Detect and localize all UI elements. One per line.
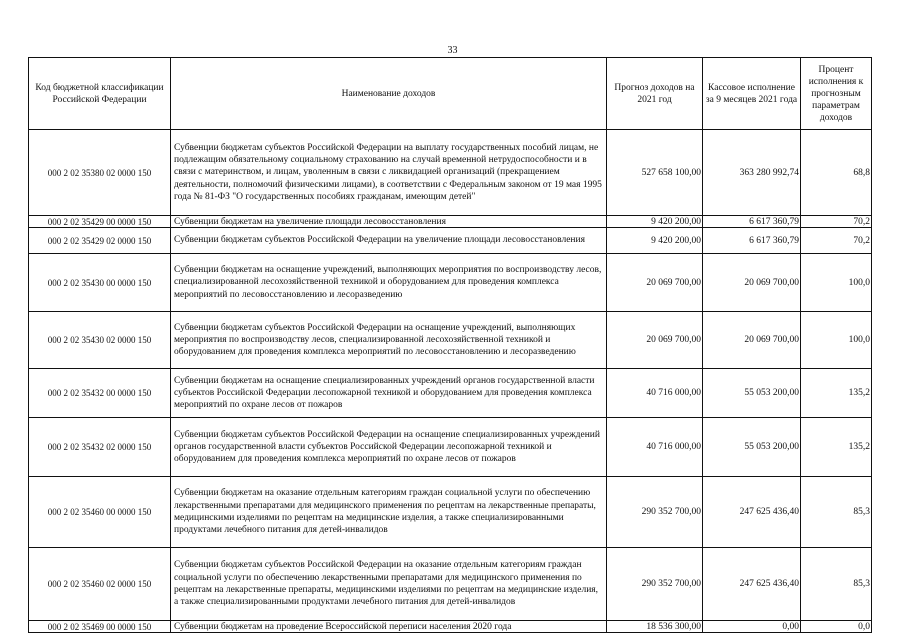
row-code: 000 2 02 35460 00 0000 150: [29, 477, 171, 548]
table-header-row: [29, 58, 872, 130]
row-code: 000 2 02 35429 02 0000 150: [29, 228, 171, 254]
table-row: [29, 369, 872, 418]
row-percent: 70,2: [801, 216, 872, 228]
row-code: 000 2 02 35432 02 0000 150: [29, 418, 171, 477]
table-row: [29, 548, 872, 621]
row-cash: 247 625 436,40: [703, 477, 801, 548]
row-code: 000 2 02 35469 00 0000 150: [29, 621, 171, 633]
table-row: [29, 312, 872, 369]
row-forecast: 290 352 700,00: [607, 477, 703, 548]
row-forecast: 527 658 100,00: [607, 130, 703, 216]
row-percent: 100,0: [801, 312, 872, 369]
row-percent: 68,8: [801, 130, 872, 216]
row-percent: 85,3: [801, 548, 872, 621]
row-name: Субвенции бюджетам на оснащение специализированных учреждений органов государственной власти субъектов Российской Федерации лесопожарной техникой и оборудованием для проведения комплекса мероприятий по охране лесов от пожаров: [171, 369, 607, 418]
row-name: Субвенции бюджетам субъектов Российской Федерации на оказание отдельным категориям граждан социальной услуги по обеспечению лекарственными препаратами для медицинского применения по рецептам на лекарственные препараты, медицинскими изделиями по рецептам на медицинские изделия, а также специализированными продуктами лечебного питания для детей-инвалидов: [171, 548, 607, 621]
row-cash: 55 053 200,00: [703, 418, 801, 477]
table-row: [29, 228, 872, 254]
row-percent: 70,2: [801, 228, 872, 254]
row-code: 000 2 02 35380 02 0000 150: [29, 130, 171, 216]
row-code: 000 2 02 35430 00 0000 150: [29, 254, 171, 312]
header-name: Наименование доходов: [171, 58, 607, 130]
table-row: [29, 130, 872, 216]
header-code: Код бюджетной классификации Российской Федерации: [29, 58, 171, 130]
header-cash: Кассовое исполнение за 9 месяцев 2021 года: [703, 58, 801, 130]
table-row: [29, 216, 872, 228]
row-cash: 55 053 200,00: [703, 369, 801, 418]
row-code: 000 2 02 35432 00 0000 150: [29, 369, 171, 418]
row-name: Субвенции бюджетам субъектов Российской Федерации на выплату государственных пособий лицам, не подлежащим обязательному социальному страхованию на случай временной нетрудоспособности и в связи с материнством, и лицам, уволенным в связи с ликвидацией организаций (прекращением деятельности, полномочий физическими лицами), в соответствии с Федеральным законом от 19 мая 1995 года № 81-ФЗ "О государственных пособиях гражданам, имеющим детей": [171, 130, 607, 216]
row-percent: 100,0: [801, 254, 872, 312]
row-cash: 0,00: [703, 621, 801, 633]
row-cash: 363 280 992,74: [703, 130, 801, 216]
row-cash: 247 625 436,40: [703, 548, 801, 621]
row-name: Субвенции бюджетам на увеличение площади лесовосстановления: [171, 216, 607, 228]
row-name: Субвенции бюджетам на оснащение учреждений, выполняющих мероприятия по воспроизводству лесов, специализированной лесохозяйственной техникой и оборудованием для проведения комплекса мероприятий по лесовосстановлению и лесоразведению: [171, 254, 607, 312]
table-row: [29, 477, 872, 548]
row-forecast: 20 069 700,00: [607, 312, 703, 369]
row-code: 000 2 02 35430 02 0000 150: [29, 312, 171, 369]
row-name: Субвенции бюджетам на проведение Всероссийской переписи населения 2020 года: [171, 621, 607, 633]
row-name: Субвенции бюджетам на оказание отдельным категориям граждан социальной услуги по обеспечению лекарственными препаратами для медицинского применения по рецептам на лекарственные препараты, медицинскими изделиями по рецептам на медицинские изделия, а также специализированными продуктами лечебного питания для детей-инвалидов: [171, 477, 607, 548]
row-forecast: 40 716 000,00: [607, 418, 703, 477]
header-forecast: Прогноз доходов на 2021 год: [607, 58, 703, 130]
row-forecast: 40 716 000,00: [607, 369, 703, 418]
row-code: 000 2 02 35460 02 0000 150: [29, 548, 171, 621]
row-cash: 20 069 700,00: [703, 254, 801, 312]
row-cash: 6 617 360,79: [703, 216, 801, 228]
row-forecast: 290 352 700,00: [607, 548, 703, 621]
row-name: Субвенции бюджетам субъектов Российской Федерации на увеличение площади лесовосстановления: [171, 228, 607, 254]
row-percent: 0,0: [801, 621, 872, 633]
page-number: 33: [447, 45, 458, 56]
revenue-table: [28, 57, 872, 633]
row-cash: 6 617 360,79: [703, 228, 801, 254]
table-row: [29, 418, 872, 477]
row-cash: 20 069 700,00: [703, 312, 801, 369]
row-forecast: 9 420 200,00: [607, 216, 703, 228]
header-percent: Процент исполнения к прогнозным параметрам доходов: [801, 58, 872, 130]
row-percent: 135,2: [801, 369, 872, 418]
row-forecast: 20 069 700,00: [607, 254, 703, 312]
row-code: 000 2 02 35429 00 0000 150: [29, 216, 171, 228]
table-row: [29, 254, 872, 312]
row-forecast: 18 536 300,00: [607, 621, 703, 633]
row-percent: 85,3: [801, 477, 872, 548]
table-row: [29, 621, 872, 633]
row-percent: 135,2: [801, 418, 872, 477]
row-forecast: 9 420 200,00: [607, 228, 703, 254]
row-name: Субвенции бюджетам субъектов Российской Федерации на оснащение учреждений, выполняющих мероприятия по воспроизводству лесов, специализированной лесохозяйственной техникой и оборудованием для проведения комплекса мероприятий по лесовосстановлению и лесоразведению: [171, 312, 607, 369]
row-name: Субвенции бюджетам субъектов Российской Федерации на оснащение специализированных учреждений органов государственной власти субъектов Российской Федерации лесопожарной техникой и оборудованием для проведения комплекса мероприятий по охране лесов от пожаров: [171, 418, 607, 477]
